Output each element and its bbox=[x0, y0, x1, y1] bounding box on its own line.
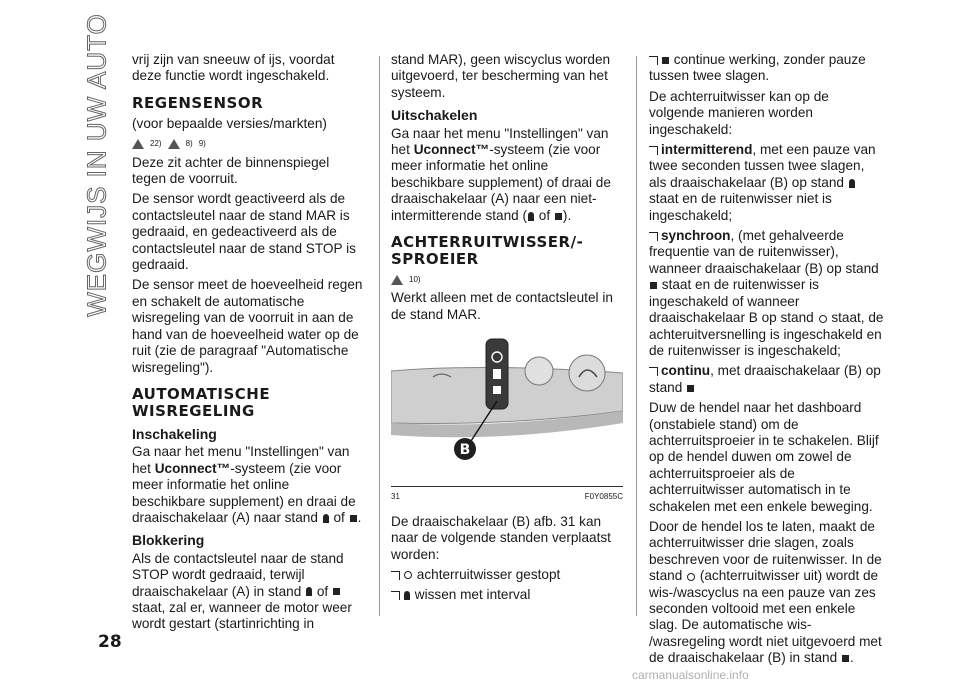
auto-wiper-icon bbox=[404, 591, 410, 600]
paragraph: Werkt alleen met de contactsleutel in de stand MAR. bbox=[391, 290, 613, 322]
bullet-icon bbox=[391, 591, 400, 600]
paragraph: Door de hendel los te laten, maakt de achterruitwisser drie slagen, zoals beschreven voor de ruitenwisser. In de stand (achterruitwisser uit) wordt de wis-/wascyclus na een pauze van zes seconden voltooid met een enkele slag. De automatische wis- /wasregeling wordt niet uitgevoerd met de draaischakelaar (B) in stand . bbox=[649, 518, 882, 666]
warning-references: 22) 8) 9) bbox=[132, 136, 364, 152]
page-number: 28 bbox=[98, 632, 122, 652]
list-item: synchroon, (met gehalveerde frequentie van de ruitenwisser), wanneer draaischakelaar (B) op stand staat en de ruitenwisser is ingeschakeld of wanneer draaischakelaar B op stand staat, de achteruitversnelling is ingeschakeld en de ruitenwisser is ingeschakeld; bbox=[649, 228, 884, 358]
auto-wiper-icon bbox=[849, 179, 855, 188]
heading-automatische-wisregeling: AUTOMATISCHE WISREGELING bbox=[132, 384, 271, 420]
warning-references: 10) bbox=[391, 272, 623, 288]
warning-icon bbox=[132, 139, 144, 149]
square-icon bbox=[333, 588, 340, 595]
section-side-title: WEGWIJS IN UW AUTO bbox=[81, 13, 112, 317]
warning-icon bbox=[391, 275, 403, 285]
square-icon bbox=[350, 515, 357, 522]
bullet-icon bbox=[649, 232, 658, 241]
paragraph: Ga naar het menu "Instellingen" van het Uconnect™-systeem (zie voor meer informatie het online beschikbare supplement) of draai de draaischakelaar (A) naar een niet-intermitterende stand ( of ). bbox=[391, 125, 611, 223]
paragraph: Als de contactsleutel naar de stand STOP wordt gedraaid, terwijl draaischakelaar (A) in stand of staat, zal er, wanneer de motor weer wordt gestart (startinrichting in bbox=[132, 550, 352, 632]
figure-caption: 31 F0Y0855C bbox=[391, 486, 623, 505]
heading-inschakeling: Inschakeling bbox=[132, 425, 217, 442]
wiper-lever-illustration bbox=[391, 331, 623, 486]
heading-blokkering: Blokkering bbox=[132, 532, 205, 549]
square-icon bbox=[842, 655, 849, 662]
square-icon bbox=[662, 57, 669, 64]
paragraph: stand MAR), geen wiscyclus worden uitgevoerd, ter bescherming van het systeem. bbox=[391, 52, 611, 100]
paragraph: De draaischakelaar (B) afb. 31 kan naar de volgende standen verplaatst worden: bbox=[391, 513, 611, 562]
warning-icon bbox=[168, 139, 180, 149]
paragraph: Deze zit achter de binnenspiegel tegen de voorruit. bbox=[132, 154, 330, 187]
paragraph: De achterruitwisser kan op de volgende manieren worden ingeschakeld: bbox=[649, 88, 829, 137]
list-item: wissen met interval bbox=[391, 587, 623, 603]
auto-wiper-icon bbox=[306, 587, 312, 596]
paragraph: Ga naar het menu "Instellingen" van het Uconnect™-systeem (zie voor meer informatie het online beschikbare supplement) en draai de draaischakelaar (A) naar stand of . bbox=[132, 444, 362, 525]
list-item: intermitterend, met een pauze van twee seconden tussen twee slagen, als draaischakelaar (B) op stand staat en de ruitenwisser niet is ingeschakeld; bbox=[649, 142, 876, 223]
paragraph: vrij zijn van sneeuw of ijs, voordat deze functie wordt ingeschakeld. bbox=[132, 52, 335, 84]
subheading: (voor bepaalde versies/markten) bbox=[132, 115, 327, 131]
list-item: continu, met draaischakelaar (B) op stand bbox=[649, 363, 881, 395]
column-3 bbox=[649, 52, 885, 671]
list-item: achterruitwisser gestopt bbox=[391, 567, 623, 583]
heading-achterruitwisser: ACHTERRUITWISSER/-SPROEIER bbox=[391, 233, 584, 269]
figure-31-lever bbox=[391, 331, 623, 486]
square-icon bbox=[555, 213, 562, 220]
column-divider bbox=[636, 56, 637, 616]
column-divider bbox=[379, 56, 380, 616]
heading-regensensor: REGENSENSOR bbox=[132, 93, 264, 112]
column-2 bbox=[391, 52, 623, 608]
square-icon bbox=[650, 282, 657, 289]
off-ring-icon bbox=[404, 571, 412, 579]
off-ring-icon bbox=[819, 315, 827, 323]
auto-wiper-icon bbox=[323, 514, 329, 523]
paragraph: De sensor meet de hoeveelheid regen en schakelt de automatische wisregeling van de voorruit in aan de hand van de hoeveelheid water op de ruit (zie de paragraaf "Automatische wisregeling"). bbox=[132, 277, 363, 375]
paragraph: Duw de hendel naar het dashboard (onstabiele stand) om de achterruitsproeier in te schakelen. Blijf op de hendel duwen om zowel de achterruitsproeier als de achterruitwisser automatisch in te schakelen met een enkele beweging. bbox=[649, 400, 879, 514]
bullet-icon bbox=[649, 367, 658, 376]
column-1 bbox=[132, 52, 364, 637]
off-ring-icon bbox=[687, 573, 695, 581]
bullet-icon bbox=[391, 571, 400, 580]
heading-uitschakelen: Uitschakelen bbox=[391, 107, 478, 124]
bullet-icon bbox=[649, 56, 658, 65]
watermark: carmanualsonline.info bbox=[632, 668, 749, 682]
bullet-icon bbox=[649, 146, 658, 155]
figure-callout-b: B bbox=[459, 442, 471, 459]
square-icon bbox=[687, 385, 694, 392]
auto-wiper-icon bbox=[528, 212, 534, 221]
list-item: continue werking, zonder pauze tussen twee slagen. bbox=[649, 52, 866, 84]
paragraph: De sensor wordt geactiveerd als de contactsleutel naar de stand MAR is gedraaid, en gedeactiveerd als de contactsleutel naar de stand STOP is gedraaid. bbox=[132, 191, 356, 273]
